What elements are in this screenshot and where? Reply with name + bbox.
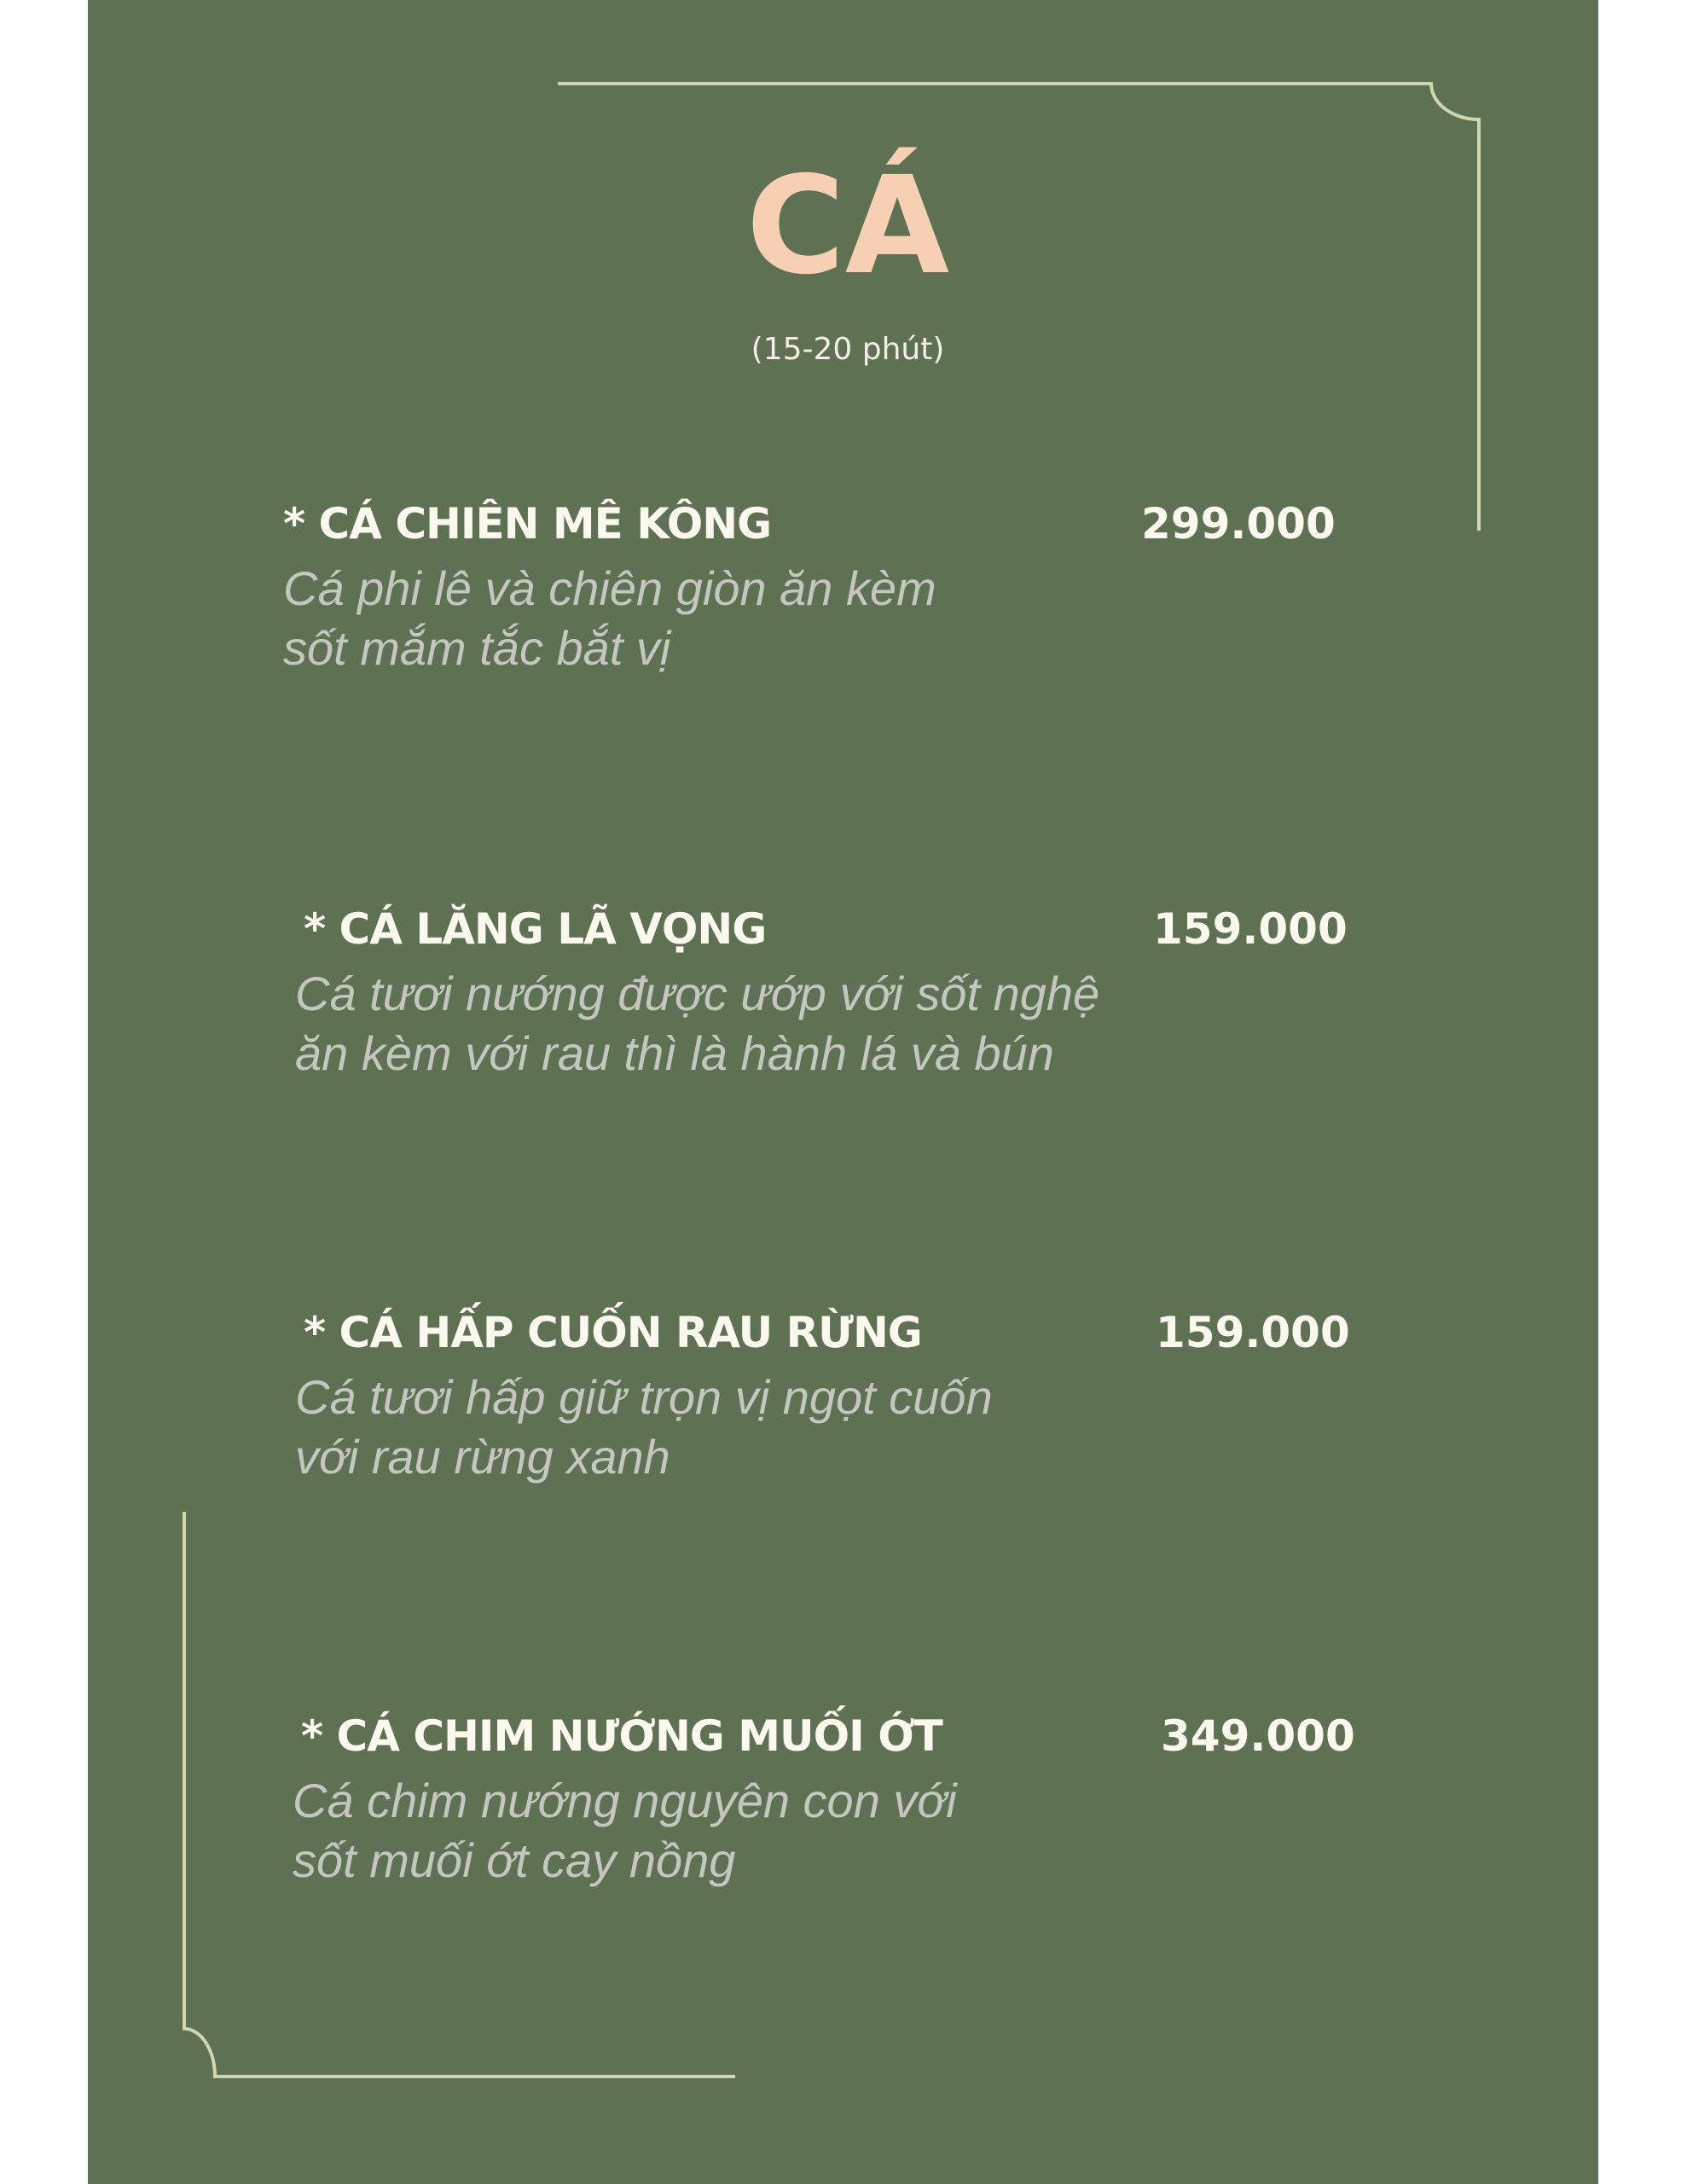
menu-item-description-line: Cá tươi hấp giữ trọn vị ngọt cuốn bbox=[295, 1370, 993, 1424]
menu-item-price: 299.000 bbox=[1141, 499, 1336, 549]
menu-item-description bbox=[295, 964, 1099, 1083]
frame-top-right-corner bbox=[558, 84, 1479, 531]
section-title: CÁ bbox=[745, 148, 950, 305]
menu-item-price: 349.000 bbox=[1161, 1711, 1355, 1761]
menu-item-description-line: Cá tươi nướng được ướp với sốt nghệ bbox=[295, 967, 1100, 1020]
menu-item-description-line: sốt muối ớt cay nồng bbox=[293, 1833, 736, 1887]
menu-item-description-line: Cá phi lê và chiên giòn ăn kèm bbox=[283, 561, 936, 615]
menu-item-description bbox=[283, 559, 936, 678]
menu-item-description-line: Cá chim nướng nguyên con với bbox=[293, 1774, 957, 1827]
menu-item-name: * CÁ CHIM NƯỚNG MUỐI ỚT bbox=[301, 1711, 942, 1761]
menu-item-name: * CÁ CHIÊN MÊ KÔNG bbox=[283, 499, 772, 549]
menu-item-name: * CÁ HẤP CUỐN RAU RỪNG bbox=[304, 1308, 922, 1357]
menu-item-price: 159.000 bbox=[1156, 1308, 1350, 1357]
menu-item-name: * CÁ LĂNG LÃ VỌNG bbox=[304, 904, 767, 954]
menu-item-description bbox=[293, 1771, 957, 1891]
menu-item-description-line: ăn kèm với rau thì là hành lá và bún bbox=[295, 1026, 1054, 1080]
menu-item-price: 159.000 bbox=[1153, 904, 1348, 954]
menu-item-description bbox=[295, 1368, 993, 1487]
menu-item-description-line: sốt mắm tắc bắt vị bbox=[283, 621, 671, 675]
menu-item-description-line: với rau rừng xanh bbox=[295, 1430, 670, 1484]
section-subtitle: (15-20 phút) bbox=[751, 332, 945, 367]
